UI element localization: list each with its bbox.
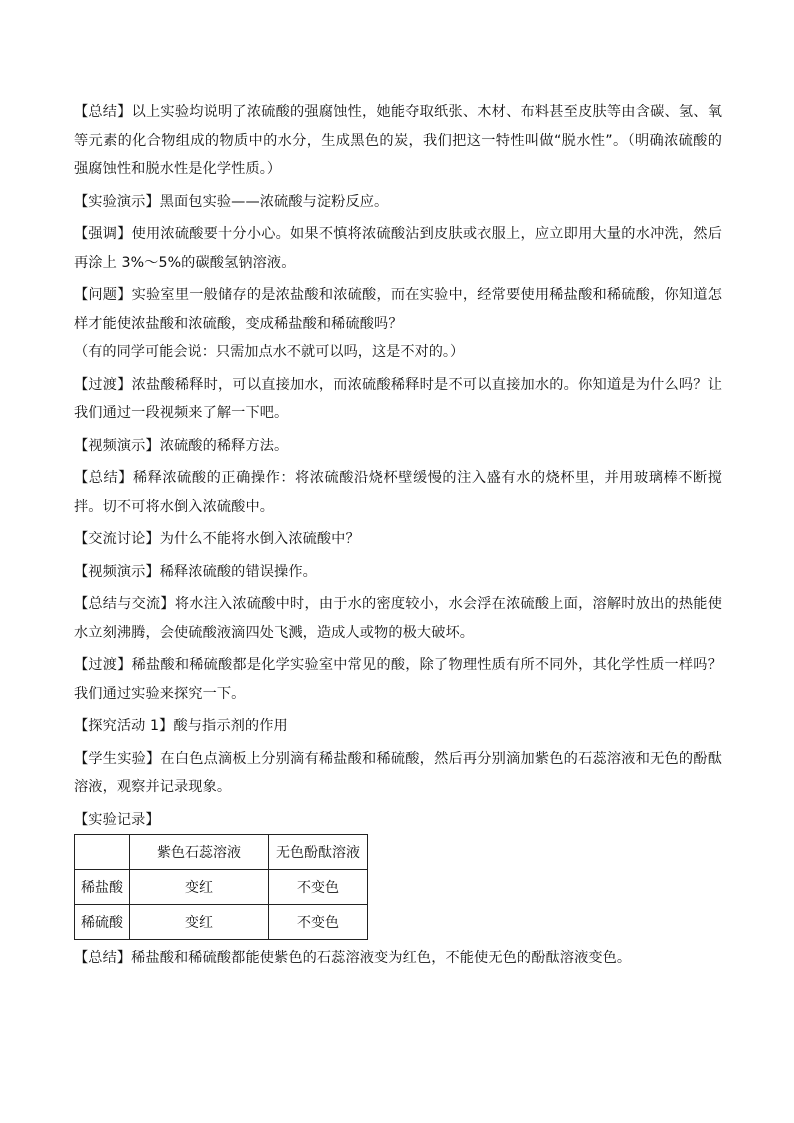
paragraph-student-experiment <box>74 745 722 802</box>
table-header-cell <box>75 835 130 870</box>
paragraph-tag: 【过渡】 <box>74 657 132 673</box>
table-cell: 变红 <box>130 905 269 940</box>
table-header-cell: 无色酚酞溶液 <box>269 835 368 870</box>
student-note: （有的同学可能会说：只需加点水不就可以吗，这是不对的。） <box>74 344 465 360</box>
paragraph-text: 稀盐酸和稀硫酸都能使紫色的石蕊溶液变为红色，不能使无色的酚酞溶液变色。 <box>131 950 632 966</box>
table-cell: 稀硫酸 <box>75 905 130 940</box>
table-row <box>75 870 368 905</box>
paragraph-emphasis <box>74 220 722 277</box>
table-row <box>75 905 368 940</box>
table-cell: 不变色 <box>269 905 368 940</box>
paragraph-tag: 【实验记录】 <box>74 811 160 828</box>
paragraph-text: 酸与指示剂的作用 <box>173 718 288 734</box>
lesson-content <box>74 98 722 977</box>
paragraph-activity-1 <box>74 712 722 741</box>
paragraph-tag: 【总结】 <box>74 470 133 486</box>
paragraph-text: 实验室里一般储存的是浓盐酸和浓硫酸，而在实验中，经常要使用稀盐酸和稀硫酸，你知道怎样才能使浓盐酸和浓硫酸，变成稀盐酸和稀硫酸吗？ <box>74 287 722 332</box>
paragraph-summary-dilution <box>74 464 722 521</box>
paragraph-question <box>74 281 722 338</box>
paragraph-tag: 【强调】 <box>74 226 132 242</box>
paragraph-text: 为什么不能将水倒入浓硫酸中？ <box>159 531 360 547</box>
paragraph-text: 浓盐酸稀释时，可以直接加水，而浓硫酸稀释时是不可以直接加水的。你知道是为什么吗？让我们通过一段视频来了解一下吧。 <box>74 376 722 421</box>
paragraph-text: 在白色点滴板上分别滴有稀盐酸和稀硫酸，然后再分别滴加紫色的石蕊溶液和无色的酚酞溶液，观察并记录现象。 <box>74 750 722 795</box>
paragraph-tag: 【总结】 <box>74 104 132 120</box>
paragraph-video-demo-2 <box>74 558 722 587</box>
paragraph-tag: 【总结】 <box>74 950 132 966</box>
experiment-record-table <box>74 834 368 940</box>
table-cell: 稀盐酸 <box>75 870 130 905</box>
paragraph-tag: 【探究活动 1】 <box>74 718 174 734</box>
paragraph-experiment-demo <box>74 188 722 217</box>
table-header-row <box>75 835 368 870</box>
table-cell: 不变色 <box>269 870 368 905</box>
paragraph-text: 稀盐酸和稀硫酸都是化学实验室中常见的酸，除了物理性质有所不同外，其化学性质一样吗？我们通过实验来探究一下。 <box>74 657 722 702</box>
paragraph-tag: 【视频演示】 <box>74 437 160 454</box>
paragraph-text: 浓硫酸的稀释方法。 <box>159 437 289 454</box>
paragraph-tag: 【过渡】 <box>74 376 132 393</box>
paragraph-tag: 【交流讨论】 <box>74 531 160 547</box>
paragraph-tag: 【学生实验】 <box>74 750 161 767</box>
paragraph-tag: 【实验演示】 <box>74 193 160 210</box>
paragraph-tag: 【视频演示】 <box>74 563 160 580</box>
paragraph-transition-1 <box>74 371 722 428</box>
paragraph-text: 以上实验均说明了浓硫酸的强腐蚀性，她能夺取纸张、木材、布料甚至皮肤等由含碳、氢、氧等元素的化合物组成的物质中的水分，生成黑色的炭，我们把这一特性叫做“脱水性”。（明确浓硫酸的强腐蚀性和脱水性是化学性质。） <box>74 104 722 177</box>
paragraph-text: 将水注入浓硫酸中时，由于水的密度较小，水会浮在浓硫酸上面，溶解时放出的热能使水立刻沸腾，会使硫酸液滴四处飞溅，造成人或物的极大破坏。 <box>74 596 722 641</box>
paragraph-text: 使用浓硫酸要十分小心。如果不慎将浓硫酸沾到皮肤或衣服上，应立即用大量的水冲洗，然后再涂上 3%～5%的碳酸氢钠溶液。 <box>74 226 722 271</box>
paragraph-final-summary <box>74 944 722 973</box>
paragraph-summary-dehydration <box>74 98 722 184</box>
paragraph-tag: 【问题】 <box>74 287 132 303</box>
paragraph-video-demo-1 <box>74 432 722 461</box>
paragraph-text: 黑面包实验——浓硫酸与淀粉反应。 <box>159 193 389 210</box>
paragraph-text: 稀释浓硫酸的错误操作。 <box>159 563 317 580</box>
paragraph-summary-exchange <box>74 590 722 647</box>
paragraph-tag: 【总结与交流】 <box>74 596 175 612</box>
paragraph-text: 稀释浓硫酸的正确操作：将浓硫酸沿烧杯壁缓慢的注入盛有水的烧杯里，并用玻璃棒不断搅拌。切不可将水倒入浓硫酸中。 <box>74 470 722 515</box>
paragraph-discussion <box>74 525 722 554</box>
table-cell: 变红 <box>130 870 269 905</box>
paragraph-record-heading <box>74 806 722 835</box>
table-header-cell: 紫色石蕊溶液 <box>130 835 269 870</box>
paragraph-transition-2 <box>74 651 722 708</box>
